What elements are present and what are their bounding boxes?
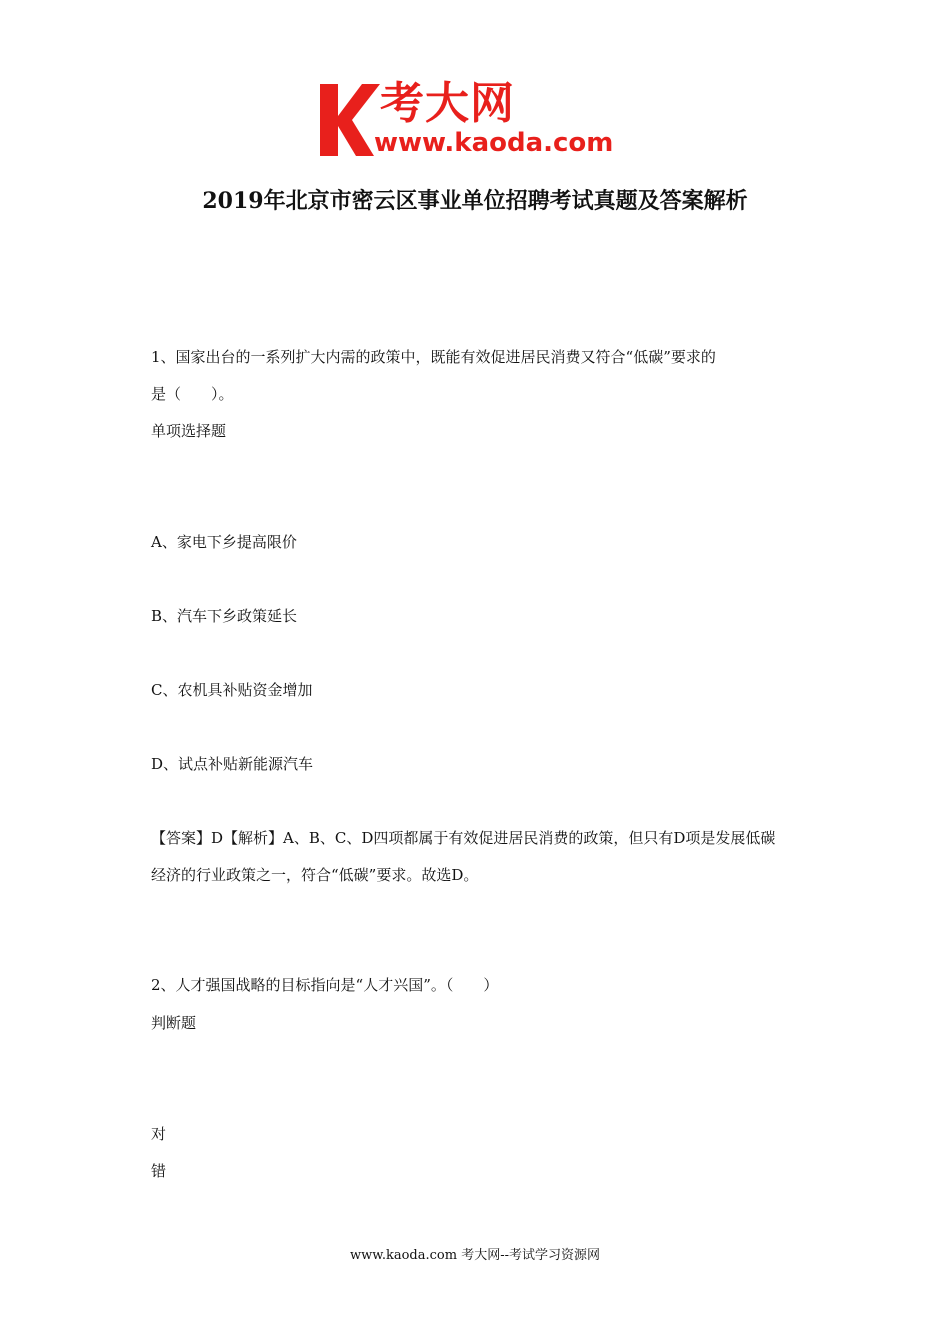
q1-stem-line2: 是（ ）。 (151, 385, 234, 403)
q1-stem-line1: 1、国家出台的一系列扩大内需的政策中，既能有效促进居民消费又符合“低碳”要求的 (151, 348, 716, 366)
logo-chinese-text: 考大网 (380, 78, 515, 129)
q2-option-false: 错 (151, 1162, 167, 1180)
q1-option-c: C、农机具补贴资金增加 (151, 681, 313, 699)
q1-type-label: 单项选择题 (151, 422, 227, 440)
q1-option-a: A、家电下乡提高限价 (151, 533, 297, 551)
logo-url-text: www.kaoda.com (374, 128, 614, 158)
q1-option-d: D、试点补贴新能源汽车 (151, 755, 314, 773)
q1-answer-line1: 【答案】D【解析】A、B、C、D四项都属于有效促进居民消费的政策，但只有D项是发展低碳 (151, 829, 776, 847)
q1-answer-line2: 经济的行业政策之一，符合“低碳”要求。故选D。 (151, 866, 479, 884)
q2-type-label: 判断题 (151, 1014, 197, 1032)
kaoda-logo (318, 80, 638, 160)
page-footer: www.kaoda.com 考大网--考试学习资源网 (350, 1248, 600, 1263)
q2-stem: 2、人才强国战略的目标指向是“人才兴国”。（ ） (151, 976, 499, 994)
page-title: 2019年北京市密云区事业单位招聘考试真题及答案解析 (202, 188, 748, 214)
k-logo-icon (318, 80, 380, 158)
q2-option-true: 对 (151, 1125, 167, 1143)
q1-option-b: B、汽车下乡政策延长 (151, 607, 298, 625)
